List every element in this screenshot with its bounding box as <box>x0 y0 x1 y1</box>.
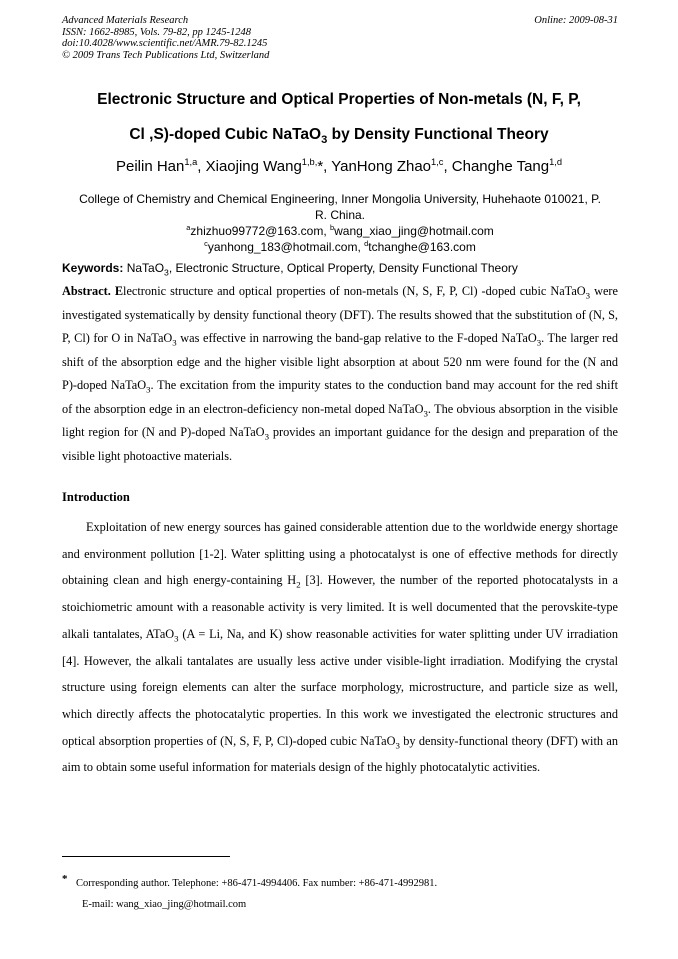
copyright-line: © 2009 Trans Tech Publications Ltd, Switzerland <box>62 49 270 61</box>
abstract-paragraph: Abstract. Electronic structure and optical properties of non-metals (N, S, F, P, Cl) -doped cubic NaTaO$_3$ were investigated systematically by density functional theory (DFT). The results showed that the substitution of (N, S, P, Cl) for O in NaTaO$_3$ was effective in narrowing the band-gap relative to the F-doped NaTaO$_3$. The larger red shift of the absorption edge and the higher visible light absorption at about 520 nm were found for the (N and P)-doped NaTaO$_3$. The excitation from the impurity states to the conduction band may account for the red shift of the absorption edge in an electron-deficiency non-metal doped NaTaO$_3$. The obvious absorption in the visible light region for (N and P)-doped NaTaO$_3$ provides an important guidance for the design and preparation of the visible light photoactive materials. <box>62 284 619 463</box>
author: Xiaojing Wang$^{1,b,}$*, <box>205 157 332 175</box>
keywords-label: Keywords: <box>62 261 124 275</box>
affiliation-block <box>62 191 618 255</box>
abstract-label: Abstract. E <box>62 284 124 298</box>
introduction-paragraph: Exploitation of new energy sources has gained considerable attention due to the worldwide energy shortage and environment pollution [1-2]. Water splitting using a photocatalyst is one of effective methods for directly obtaining clean and high energy-containing $H_2$ [3]. However, the number of the reported photocatalysts in a stoichiometric amount with a reasonable activity is very limited. It is well documented that the perovskite-type alkali tantalates, ATaO$_3$ (A = Li, Na, and K) show reasonable activities for water splitting under UV irradiation [4]. However, the alkali tantalates are usually less active under visible-light irradiation. Modifying the crystal structure using foreign elements can alter the surface morphology, microstructure, and particle size as well, which directly affects the photocatalytic properties. In this work we investigated the electronic structures and optical absorption properties of (N, S, F, P, Cl)-doped cubic NaTaO$_3$ by density-functional theory (DFT) with an aim to obtain some useful information for materials design of the highly photocatalytic activities. <box>62 520 618 775</box>
issn-line: ISSN: 1662-8985, Vols. 79-82, pp 1245-1248 <box>62 26 251 38</box>
paper-title-line-2: Cl ,S)-doped Cubic NaTaO$_3$ by Density Functional Theory <box>129 126 549 147</box>
affiliation-line-2: R. China. <box>314 208 366 222</box>
introduction-heading: Introduction <box>62 490 130 504</box>
author: Changhe Tang$^{1,d}$ <box>451 157 563 175</box>
footnote-contact: Corresponding author. Telephone: +86-471-4994406. Fax number: +86-471-4992981. <box>76 878 438 889</box>
email-line-1: $^a$zhizhuo99772@163.com, $^b$wang_xiao_jing@hotmail.com <box>186 223 494 238</box>
author-list <box>40 158 638 175</box>
paper-title-line-1: Electronic Structure and Optical Properties of Non-metals (N, F, P, <box>97 91 581 108</box>
email-line-2: $^c$yanhong_183@hotmail.com, $^d$tchanghe@163.com <box>204 239 476 254</box>
footnote-asterisk: * <box>62 873 68 885</box>
footnote-email: E-mail: wang_xiao_jing@hotmail.com <box>82 899 247 910</box>
affiliation-line-1: College of Chemistry and Chemical Engineering, Inner Mongolia University, Huhehaote 010021, P. <box>79 192 601 206</box>
journal-header <box>62 15 618 61</box>
footnote-divider <box>62 856 230 857</box>
online-date: Online: 2009-08-31 <box>534 15 618 26</box>
journal-name: Advanced Materials Research <box>62 15 189 26</box>
author: YanHong Zhao$^{1,c}$, <box>331 157 452 175</box>
doi-line: doi:10.4028/www.scientific.net/AMR.79-82.1245 <box>62 38 268 49</box>
keywords-line: Keywords: NaTaO$_3$, Electronic Structure, Optical Property, Density Functional Theory <box>62 261 518 278</box>
footnote <box>62 873 618 915</box>
author: Peilin Han$^{1,a}$, <box>115 157 206 175</box>
